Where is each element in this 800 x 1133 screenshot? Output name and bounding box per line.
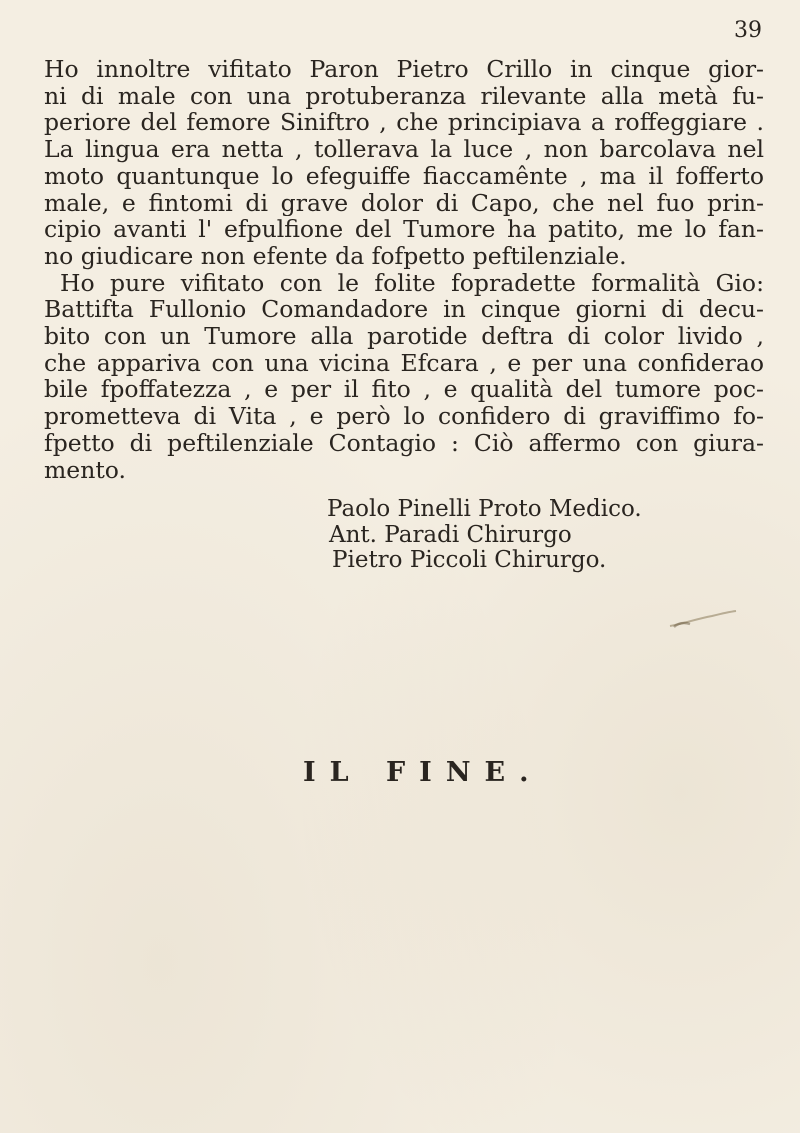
text-line: che appariva con una vicina Efcara , e per una confiderao <box>44 349 764 377</box>
text-line: bile fpoffatezza , e per il fito , e qualità del tumore poc- <box>44 376 764 404</box>
signature-line: Pietro Piccoli Chirurgo. <box>332 547 607 573</box>
text-line: Ho pure vifitato con le folite fopradette formalità Gio: <box>60 269 764 297</box>
text-line: no giudicare non efente da fofpetto peftilenziale. <box>44 242 627 270</box>
text-line: bito con un Tumore alla parotide deftra di color livido , <box>44 323 764 350</box>
text-line: male, e fintomi di grave dolor di Capo, che nel fuo prin- <box>44 189 764 217</box>
text-line: La lingua era netta , tollerava la luce , non barcolava nel <box>44 136 764 163</box>
text-line: moto quantunque lo efeguiffe fiaccamênte , ma il fofferto <box>44 162 764 190</box>
text-line: prometteva di Vita , e però lo confidero di graviffimo fo- <box>44 403 764 430</box>
text-line: periore del femore Siniftro , che principiava a roffeggiare . <box>44 109 764 137</box>
ink-stain-mark <box>668 610 738 632</box>
text-line: fpetto di peftilenziale Contagio : Ciò affermo con giura- <box>44 429 764 457</box>
text-line: ni di male con una protuberanza rilevante alla metà fu- <box>44 82 764 110</box>
signature-block <box>327 497 642 574</box>
body-text <box>44 56 764 483</box>
page-number: 39 <box>734 18 762 43</box>
signature-line: Ant. Paradi Chirurgo <box>329 521 572 548</box>
text-line: Battifta Fullonio Comandadore in cinque giorni di decu- <box>44 296 764 324</box>
text-line: Ho innoltre vifitato Paron Pietro Crillo in cinque gior- <box>44 56 764 83</box>
text-line: cipio avanti l' efpulfione del Tumore ha patito, me lo fan- <box>44 216 764 243</box>
text-line: mento. <box>44 456 126 484</box>
closing-text: IL FINE. <box>303 757 543 788</box>
signature-line: Paolo Pinelli Proto Medico. <box>327 496 642 522</box>
